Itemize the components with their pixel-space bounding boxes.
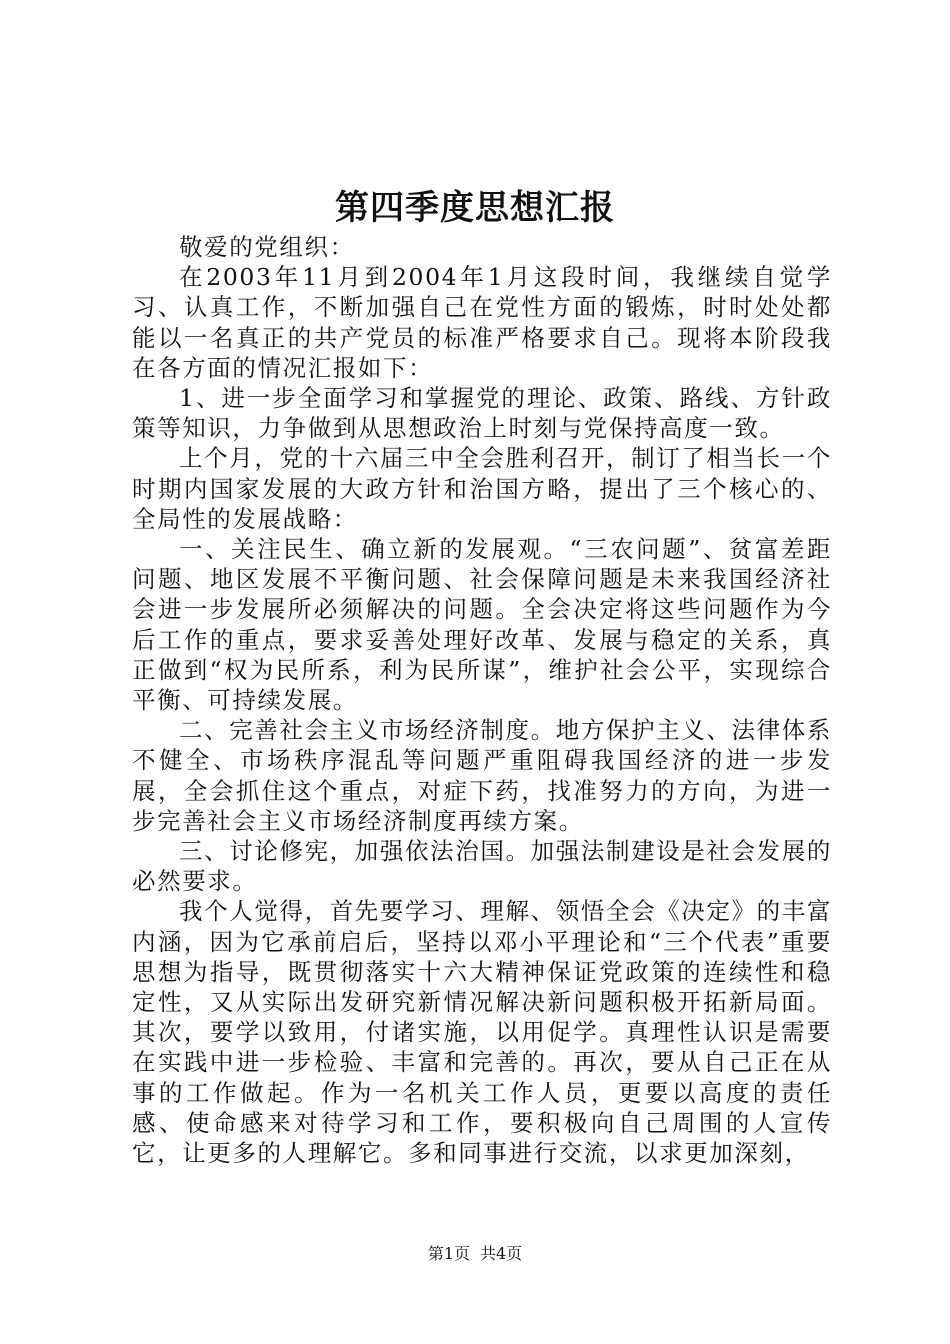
paragraph-strategy-2: 二、完善社会主义市场经济制度。地方保护主义、法律体系不健全、市场秩序混乱等问题严重阻碍我国经济的进一步发展，全会抓住这个重点，对症下药，找准努力的方向，为进一步完善社会主义市场经济制度再续方案。 (132, 716, 832, 835)
page-footer (0, 1243, 950, 1265)
page-number: 第1页 (427, 1244, 470, 1263)
salutation: 敬爱的党组织： (179, 233, 355, 261)
page-total: 共4页 (480, 1244, 523, 1263)
paragraph-personal: 我个人觉得，首先要学习、理解、领悟全会《决定》的丰富内涵，因为它承前启后，坚持以邓小平理论和“三个代表”重要思想为指导，既贯彻落实十六大精神保证党政策的连续性和稳定性，又从实际出发研究新情况解决新问题积极开拓新局面。其次，要学以致用，付诸实施，以用促学。真理性认识是需要在实践中进一步检验、丰富和完善的。再次，要从自己正在从事的工作做起。作为一名机关工作人员，更要以高度的责任感、使命感来对待学习和工作，要积极向自己周围的人宣传它，让更多的人理解它。多和同事进行交流，以求更加深刻， (132, 897, 832, 1168)
document-title: 第四季度思想汇报 (335, 188, 615, 228)
paragraph-strategy-1: 一、关注民生、确立新的发展观。“三农问题”、贫富差距问题、地区发展不平衡问题、社会保障问题是未来我国经济社会进一步发展所必须解决的问题。全会决定将这些问题作为今后工作的重点，要求妥善处理好改革、发展与稳定的关系，真正做到“权为民所系，利为民所谋”，维护社会公平，实现综合平衡、可持续发展。 (132, 535, 832, 715)
paragraph-intro: 在2003年11月到2004年1月这段时间，我继续自觉学习、认真工作，不断加强自己在党性方面的锻炼，时时处处都能以一名真正的共产党员的标准严格要求自己。现将本阶段我在各方面的情况汇报如下： (132, 263, 832, 382)
paragraph-item-1: 1、进一步全面学习和掌握党的理论、政策、路线、方针政策等知识，力争做到从思想政治上时刻与党保持高度一致。 (132, 384, 832, 443)
document-body (132, 232, 832, 1168)
paragraph-strategy-3: 三、讨论修宪，加强依法治国。加强法制建设是社会发展的必然要求。 (132, 837, 832, 896)
paragraph-plenary: 上个月，党的十六届三中全会胜利召开，制订了相当长一个时期内国家发展的大政方针和治国方略，提出了三个核心的、全局性的发展战略： (132, 444, 832, 533)
